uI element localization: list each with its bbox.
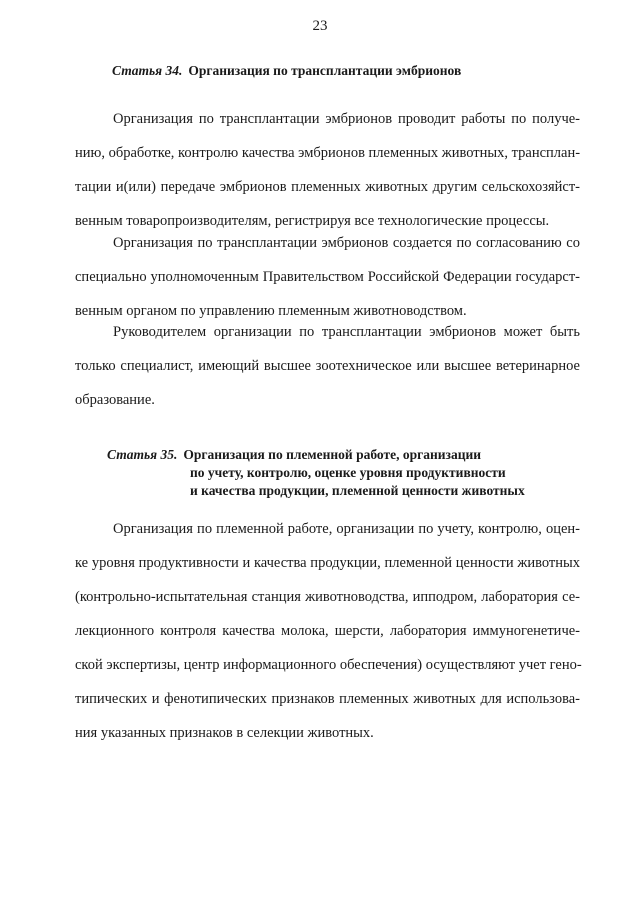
text-line: ке уровня продуктивности и качества продукции, племенной ценности животных	[75, 555, 580, 571]
text-line: Организация по трансплантации эмбрионов создается по согласованию со	[113, 235, 580, 251]
article-34-paragraph-2	[75, 226, 580, 328]
text-line: нию, обработке, контролю качества эмбрионов племенных животных, трансплан-	[75, 145, 581, 161]
text-line: типических и фенотипических признаков племенных животных для использова-	[75, 691, 580, 707]
text-line: ской экспертизы, центр информационного обеспечения) осуществляют учет гено-	[75, 657, 582, 673]
article-35-title-line-1: Организация по племенной работе, организации	[183, 447, 482, 462]
article-34-label: Статья 34.	[112, 63, 183, 78]
article-34-paragraph-3	[75, 315, 580, 417]
article-35-label: Статья 35.	[107, 447, 178, 462]
text-line: образование.	[75, 392, 155, 408]
article-34-title: Организация по трансплантации эмбрионов	[188, 63, 462, 78]
text-line: Руководителем организации по трансплантации эмбрионов может быть	[113, 324, 580, 340]
text-line: специально уполномоченным Правительством Российской Федерации государст-	[75, 269, 580, 285]
text-line: тации и(или) передаче эмбрионов племенных животных другим сельскохозяйст-	[75, 179, 580, 195]
text-line: лекционного контроля качества молока, шерсти, лаборатория иммуногенетиче-	[75, 623, 580, 639]
article-35-title-line-3: и качества продукции, племенной ценности животных	[190, 483, 525, 498]
text-line: Организация по племенной работе, организации по учету, контролю, оцен-	[113, 521, 580, 537]
text-line: ния указанных признаков в селекции животных.	[75, 725, 374, 741]
article-35-paragraph-1	[75, 512, 580, 750]
article-34-paragraph-1	[75, 102, 580, 238]
article-34-heading	[112, 62, 461, 80]
text-line: (контрольно-испытательная станция животноводства, ипподром, лаборатория се-	[75, 589, 580, 605]
article-35-heading	[107, 446, 525, 500]
text-line: венным товаропроизводителям, регистрируя все технологические процессы.	[75, 213, 550, 229]
page-number: 23	[312, 18, 328, 34]
article-35-title-line-2: по учету, контролю, оценке уровня продуктивности	[190, 465, 506, 480]
text-line: только специалист, имеющий высшее зоотехническое или высшее ветеринарное	[75, 358, 580, 374]
text-line: Организация по трансплантации эмбрионов проводит работы по получе-	[113, 111, 580, 127]
text-line: венным органом по управлению племенным животноводством.	[75, 303, 467, 319]
